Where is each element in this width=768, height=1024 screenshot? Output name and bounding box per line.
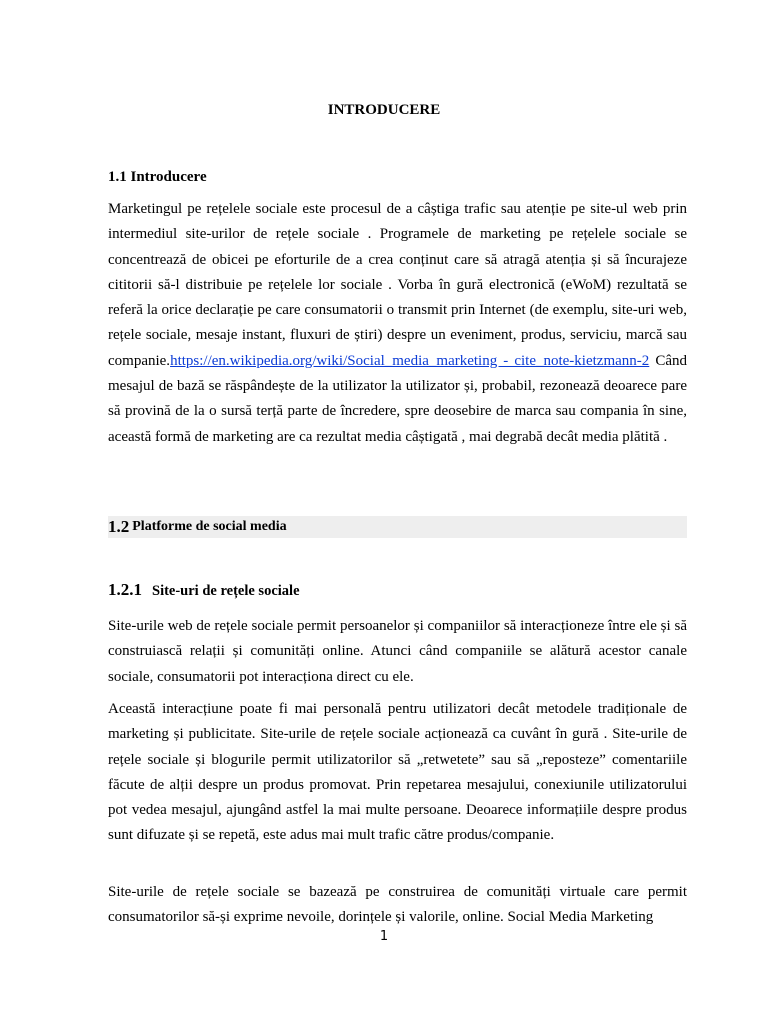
body-paragraph: Această interacțiune poate fi mai personală pentru utilizatori decât metodele tradiționale de marketing și publicitate. Site-urile de rețele sociale acționează ca cuvânt în gură . Site-urile de rețele sociale și blogurile permit utilizatorilor să „retwetete” sau să „reposteze” comentariile făcute de alții despre un produs promovat. Prin repetarea mesajului, conexiunile utilizatorului pot vedea mesajul, ajungând astfel la mai multe persoane. Deoarece informațiile despre produs sunt difuzate și se repetă, este adus mai mult trafic către produs/companie.: [108, 701, 687, 844]
page-number: 1: [379, 929, 389, 944]
section-title: Platforme de social media: [132, 519, 287, 534]
section-heading-1-1: 1.1 Introducere: [108, 169, 207, 185]
section-heading-1-2-1: [108, 580, 687, 600]
section-heading-1-2: [108, 516, 687, 538]
section-number: 1.2: [108, 517, 130, 536]
body-paragraph: Site-urile web de rețele sociale permit persoanelor și companiilor să interacționeze între ele și să construiască relații și comunități online. Atunci când companiile se alătură acestor canale sociale, consumatorii pot interacționa direct cu ele.: [108, 618, 687, 685]
section-title: Site-uri de rețele sociale: [152, 583, 300, 599]
wikipedia-link[interactable]: https://en.wikipedia.org/wiki/Social_media_marketing - cite_note-kietzmann-2: [170, 352, 650, 369]
intro-text-after-link: Când mesajul de bază se răspândește de la utilizator la utilizator și, probabil, rezonează deoarece pare să provină de la o sursă terță parte de încredere, spre deosebire de marca sau compania în sine, această formă de marketing are ca rezultat media câștigată , mai degrabă decât media plătită .: [108, 352, 687, 445]
document-title: INTRODUCERE: [327, 102, 441, 118]
intro-paragraph: [108, 197, 687, 450]
intro-text-before-link: Marketingul pe rețelele sociale este procesul de a câștiga trafic sau atenție pe site-ul web prin intermediul site-urilor de rețele sociale . Programele de marketing pe rețelele sociale se concentrează de obicei pe eforturile de a crea conținut care să atragă atenția și să încurajeze cititorii să-l distribuie pe rețelele lor sociale . Vorba în gură electronică (eWoM) rezultată se referă la orice declarație pe care consumatorii o transmit prin Internet (de exemplu, site-uri web, rețele sociale, mesaje instant, fluxuri de știri) despre un eveniment, produs, serviciu, marcă sau companie.: [108, 201, 687, 369]
body-paragraph: Site-urile de rețele sociale se bazează pe construirea de comunități virtuale care permit consumatorilor să-și exprime nevoile, dorințele și valorile, online. Social Media Marketing: [108, 884, 687, 926]
section-number: 1.2.1: [108, 580, 142, 599]
